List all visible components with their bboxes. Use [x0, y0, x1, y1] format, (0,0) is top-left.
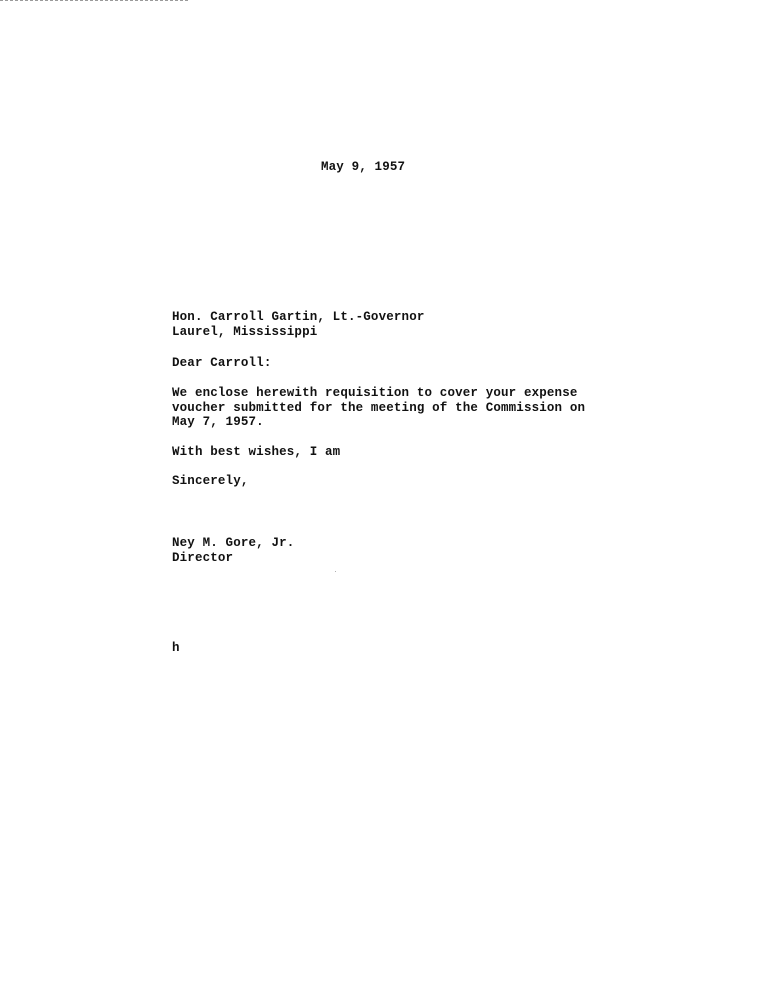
- signer-title: Director: [172, 551, 234, 565]
- typist-initials: h: [172, 641, 180, 655]
- signer-name: Ney M. Gore, Jr.: [172, 536, 295, 550]
- body-line-1: We enclose herewith requisition to cover your expense: [172, 386, 578, 400]
- recipient-city-line: Laurel, Mississippi: [172, 325, 318, 339]
- body-line-3: May 7, 1957.: [172, 415, 264, 429]
- recipient-name-line: Hon. Carroll Gartin, Lt.-Governor: [172, 310, 425, 324]
- top-edge-dashes: [0, 0, 188, 1]
- body-line-2: voucher submitted for the meeting of the Commission on: [172, 401, 586, 415]
- paper-speck: [335, 571, 336, 572]
- best-wishes-line: With best wishes, I am: [172, 445, 341, 459]
- letter-date: May 9, 1957: [321, 160, 406, 174]
- salutation: Dear Carroll:: [172, 356, 272, 370]
- complimentary-closing: Sincerely,: [172, 474, 249, 488]
